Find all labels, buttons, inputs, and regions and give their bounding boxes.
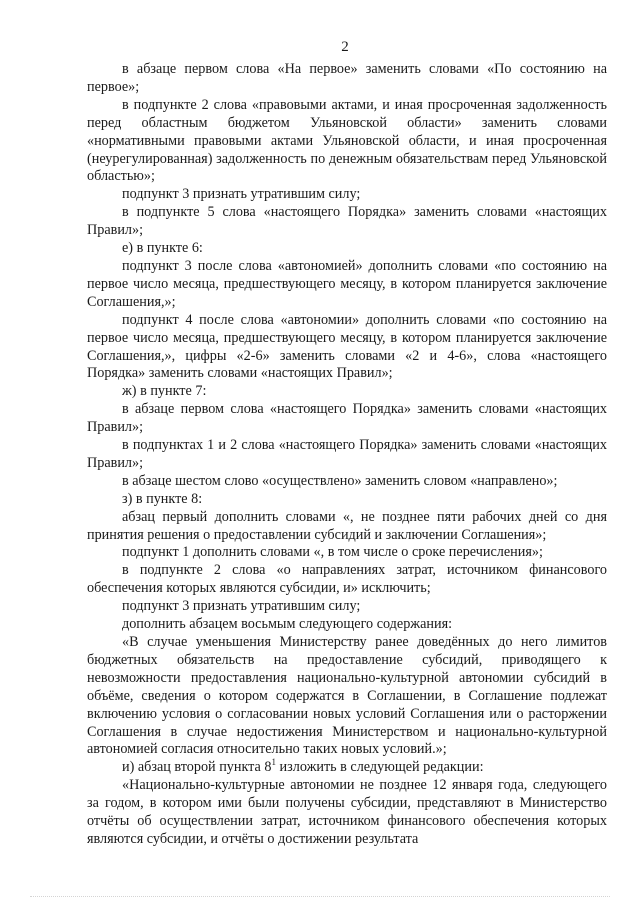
paragraph (87, 759, 607, 777)
paragraph: в абзаце шестом слово «осуществлено» заменить словом «направлено»; (122, 472, 558, 489)
paragraph: в подпункте 2 слова «о направлениях затрат, источником финансового обеспечения которых являются субсидии, и» исключить; (87, 562, 607, 597)
paragraph: в подпункте 2 слова «правовыми актами, и иная просроченная задолженность перед областным бюджетом Ульяновской области» заменить словами «нормативными правовыми актами Ульяновской области, и иная просроченная (неурегулированная) задолженность по денежным обязательствам перед Ульяновской областью»; (87, 96, 607, 185)
paragraph: абзац первый дополнить словами «, не позднее пяти рабочих дней со дня принятия решения о предоставлении субсидий и заключении Соглашения»; (87, 508, 607, 543)
paragraph: подпункт 1 дополнить словами «, в том числе о сроке перечисления»; (122, 544, 543, 561)
paragraph-text-start: и) абзац второй пункта 8 (122, 759, 272, 776)
paragraph: з) в пункте 8: (122, 490, 203, 507)
scan-edge-artifact (30, 896, 610, 899)
paragraph: в подпункте 5 слова «настоящего Порядка» заменить словами «настоящих Правил»; (87, 204, 607, 239)
paragraph: ж) в пункте 7: (122, 383, 207, 400)
paragraph: подпункт 3 признать утратившим силу; (122, 598, 361, 615)
paragraph: подпункт 3 признать утратившим силу; (122, 186, 361, 203)
paragraph: «В случае уменьшения Министерству ранее доведённых до него лимитов бюджетных обязательств на предоставление субсидий, приводящего к невозможности предоставления национально-культурной автономии субсидий в объёме, сведения о котором содержатся в Соглашении, в Соглашение подлежат включению условия о согласовании новых условий Соглашения или о расторжении Соглашения в случае недостижения Министерством и национально-культурной автономией согласия относительно таких новых условий.»; (87, 634, 607, 758)
paragraph-text-end: изложить в следующей редакции: (276, 759, 484, 776)
paragraph: дополнить абзацем восьмым следующего содержания: (122, 616, 453, 633)
page-number: 2 (341, 39, 349, 55)
document-body (87, 61, 607, 849)
paragraph: подпункт 4 после слова «автономии» дополнить словами «по состоянию на первое число месяца, предшествующего месяцу, в котором планируется заключение Соглашения,», цифры «2-6» заменить словами «2 и 4-6», слова «настоящего Порядка» заменить словами «настоящих Правил»; (87, 311, 607, 382)
paragraph: в абзаце первом слова «настоящего Порядка» заменить словами «настоящих Правил»; (87, 401, 607, 436)
paragraph: «Национально-культурные автономии не позднее 12 января года, следующего за годом, в котором ими были получены субсидии, представляют в Министерство отчёты об осуществлении затрат, источником финансового обеспечения которых являются субсидии, и отчёты о достижении результата (87, 777, 607, 847)
paragraph: в подпунктах 1 и 2 слова «настоящего Порядка» заменить словами «настоящих Правил»; (87, 437, 607, 471)
superscript: 1 (271, 757, 276, 768)
paragraph: в абзаце первом слова «На первое» заменить словами «По состоянию на первое»; (87, 61, 607, 95)
paragraph: подпункт 3 после слова «автономией» дополнить словами «по состоянию на первое число месяца, предшествующего месяцу, в котором планируется заключение Соглашения,»; (87, 257, 607, 310)
paragraph: е) в пункте 6: (122, 240, 203, 257)
